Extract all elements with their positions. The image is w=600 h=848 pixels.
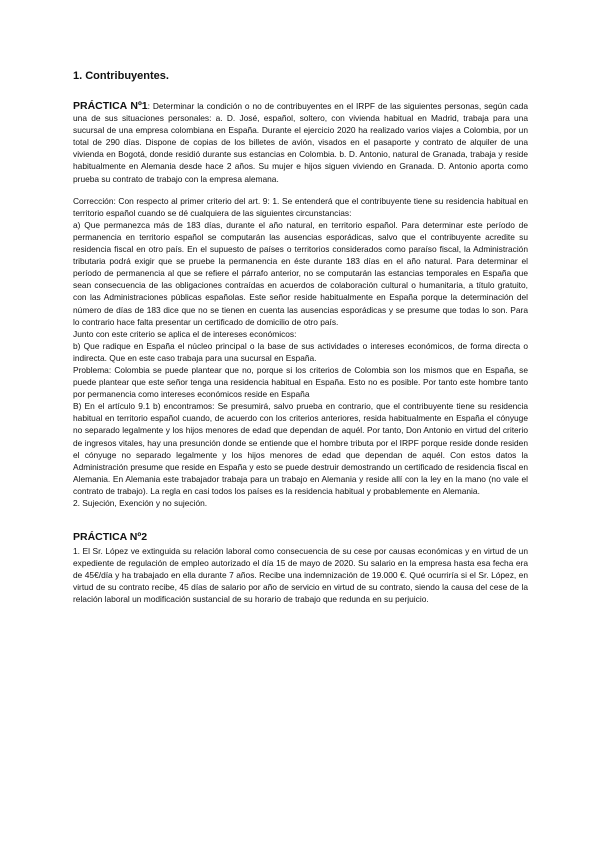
practica-2-label: PRÁCTICA Nº2	[73, 531, 148, 544]
practica-2-text: 1. El Sr. López ve extinguida su relación laboral como consecuencia de su cese por causas económicas y en virtud de un expediente de regulación de empleo autorizado el día 15 de mayo de 2020. Su salario en la empresa hasta esa fecha era de 45€/día y ha trabajado en ella durante 7 años. Recibe una indemnización de 19.000 €. Qué ocurriría si el Sr. López, en virtud de su contrato recibe, 45 días de salario por año de servicio en virtud de su contrato, siendo la causa del cese de la relación laboral un modificación sustancial de su horario de trabajo que redunda en su perjuicio.	[73, 546, 528, 605]
document-page	[73, 62, 528, 606]
correccion-criterio-a: a) Que permanezca más de 183 días, durante el año natural, en territorio español. Para determinar este período de permanencia en territorio español se computarán las ausencias esporádicas, salvo que el contribuyente acredite su residencia fiscal en otro país. En el supuesto de países o territorios considerados como paraíso fiscal, la Administración tributaria podrá exigir que se pruebe la permanencia en éste durante 183 días en el año natural. Para determinar el período de permanencia al que se refiere el párrafo anterior, no se computarán las estancias temporales en España que sean consecuencia de las obligaciones contraídas en acuerdos de colaboración cultural o humanitaria, a título gratuito, con las Administraciones públicas españolas. Este señor reside habitualmente en España porque la determinación del número de días de 183 dice que no se tienen en cuenta las ausencias esporádicas y se presume que todas lo son. Para lo contrario hace falta presentar un certificado de domicilio de otro país.	[73, 219, 528, 327]
practica-1-label: PRÁCTICA Nº1	[73, 100, 148, 112]
correccion-problema: Problema: Colombia se puede plantear que no, porque si los criterios de Colombia son los mismos que en España, se puede plantear que este señor tenga una residencia habitual en España. Esto no es posible. Por tanto este hombre tanto por permanencia como intereses económicos reside en España	[73, 364, 528, 400]
section-title: 1. Contribuyentes.	[73, 70, 169, 82]
section-2-title: 2. Sujeción, Exención y no sujeción.	[73, 498, 208, 508]
correccion-articulo: B) En el artículo 9.1 b) encontramos: Se presumirá, salvo prueba en contrario, que el contribuyente tiene su residencia habitual en territorio español cuando, de acuerdo con los criterios anteriores, resida habitualmente en España el cónyuge no separado legalmente y los hijos menores de edad que dependan de aquél. Por tanto, Don Antonio en virtud del criterio de ingresos vitales, hay una presunción donde se entiende que el hombre tributa por el IRPF porque reside donde residen el cónyuge no separado legalmente y los hijos menores de edad que dependan de aquél. Con estos datos la Administración presume que reside en España y esto se puede destruir demostrando un certificado de residencia fiscal en Alemania. En Alemania este trabajador trabaja para un trabajo en Alemania y reside allí con la ley en la mano (no vale el contrato de trabajo). La regla en casi todos los países es la residencia habitual y probablemente en Alemania.	[73, 401, 528, 496]
practica-1-paragraph	[73, 100, 528, 185]
correccion-block	[73, 195, 528, 509]
correccion-intro: Corrección: Con respecto al primer criterio del art. 9: 1. Se entenderá que el contribuyente tiene su residencia habitual en territorio español cuando se dé cualquiera de las siguientes circunstancias:	[73, 195, 528, 218]
correccion-junto: Junto con este criterio se aplica el de intereses económicos:	[73, 328, 297, 339]
practica-1-text: : Determinar la condición o no de contribuyentes en el IRPF de las siguientes personas, según cada una de sus situaciones personales: a. D. José, español, soltero, con vivienda habitual en Madrid, trabaja para una sucursal de una empresa colombiana en España. Durante el ejercicio 2020 ha realizado varios viajes a Colombia, por un total de 290 días. Dispone de copias de los billetes de avión, visados en el pasaporte y contrato de alquiler de una vivienda en Bogotá, donde residió durante sus estancias en Colombia. b. D. Antonio, natural de Granada, trabaja y reside habitualmente en Alemania desde hace 2 años. Su mujer e hijos siguen viviendo en Granada. D. Antonio aporta como prueba su contrato de trabajo con la empresa alemana.	[73, 101, 528, 184]
correccion-criterio-b: b) Que radique en España el núcleo principal o la base de sus actividades o intereses económicos, de forma directa o indirecta. Que en este caso trabaja para una sucursal en España.	[73, 340, 528, 363]
